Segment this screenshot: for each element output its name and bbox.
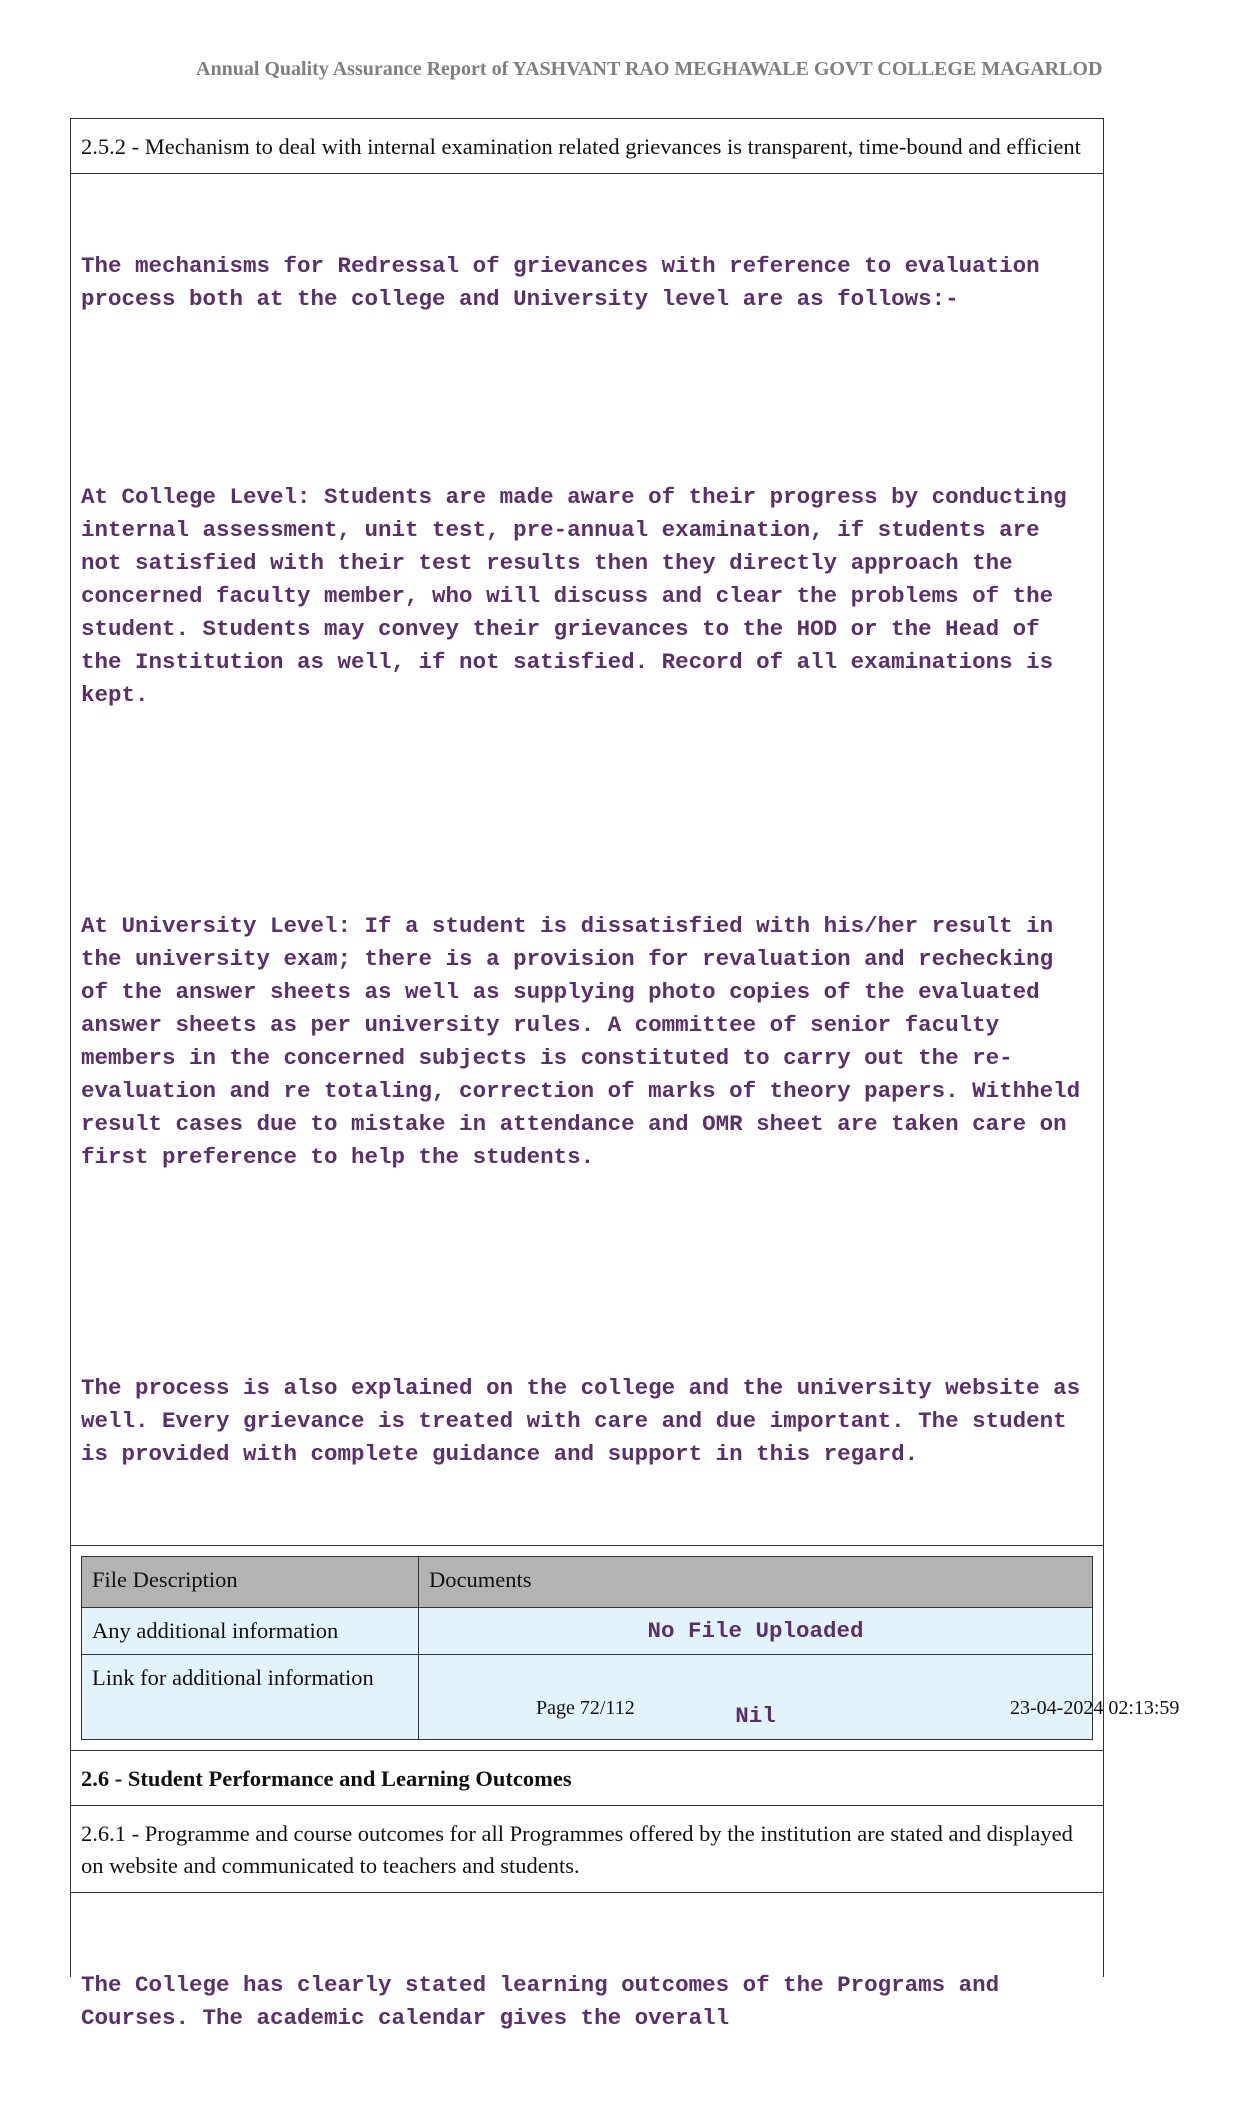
document-cell: No File Uploaded (419, 1608, 1093, 1655)
question-2-6-1: 2.6.1 - Programme and course outcomes for all Programmes offered by the institution are stated and displayed on website and communicated to teachers and students. (71, 1806, 1103, 1893)
file-table-container (71, 1546, 1103, 1751)
file-table-header-row (82, 1557, 1093, 1608)
spacer (81, 778, 1093, 844)
file-description-cell: Any additional information (82, 1608, 419, 1655)
header-file-description: File Description (82, 1557, 419, 1608)
document-link-cell[interactable]: Nil (419, 1655, 1093, 1740)
answer-2-5-2 (71, 174, 1103, 1546)
page-number: Page 72/112 (536, 1697, 635, 1719)
print-timestamp: 23-04-2024 02:13:59 (1010, 1697, 1180, 1719)
section-title-2-6: 2.6 - Student Performance and Learning Outcomes (71, 1751, 1103, 1806)
table-row (82, 1608, 1093, 1655)
spacer (81, 382, 1093, 415)
spacer (81, 1240, 1093, 1306)
answer-university-level: At University Level: If a student is dissatisfied with his/her result in the university exam; there is a provision for revaluation and rechecking of the answer sheets as well as supplying photo copies of the evaluated answer sheets as per university rules. A committee of senior faculty members in the concerned subjects is constituted to carry out the re-evaluation and re totaling, correction of marks of theory papers. Withheld result cases due to mistake in attendance and OMR sheet are taken care on first preference to help the students. (81, 913, 1094, 1170)
answer-intro: The mechanisms for Redressal of grievances with reference to evaluation process both at the college and University level are as follows:- (81, 253, 1054, 312)
answer-process: The process is also explained on the college and the university website as well. Every grievance is treated with care and due important. The student is provided with complete guidance and support in this regard. (81, 1375, 1094, 1467)
answer-2-6-1-text: The College has clearly stated learning outcomes of the Programs and Courses. The academic calendar gives the overall (81, 1972, 1013, 2031)
file-description-cell: Link for additional information (82, 1655, 419, 1740)
question-2-5-2: 2.5.2 - Mechanism to deal with internal examination related grievances is transparent, time-bound and efficient (71, 119, 1103, 174)
answer-college-level: At College Level: Students are made aware of their progress by conducting internal assessment, unit test, pre-annual examination, if students are not satisfied with their test results then they directly approach the concerned faculty member, who will discuss and clear the problems of the student. Students may convey their grievances to the HOD or the Head of the Institution as well, if not satisfied. Record of all examinations is kept. (81, 484, 1081, 708)
header-documents: Documents (419, 1557, 1093, 1608)
answer-2-6-1 (71, 1893, 1103, 2031)
report-header-title: Annual Quality Assurance Report of YASHVANT RAO MEGHAWALE GOVT COLLEGE MAGARLOD (196, 58, 1103, 80)
